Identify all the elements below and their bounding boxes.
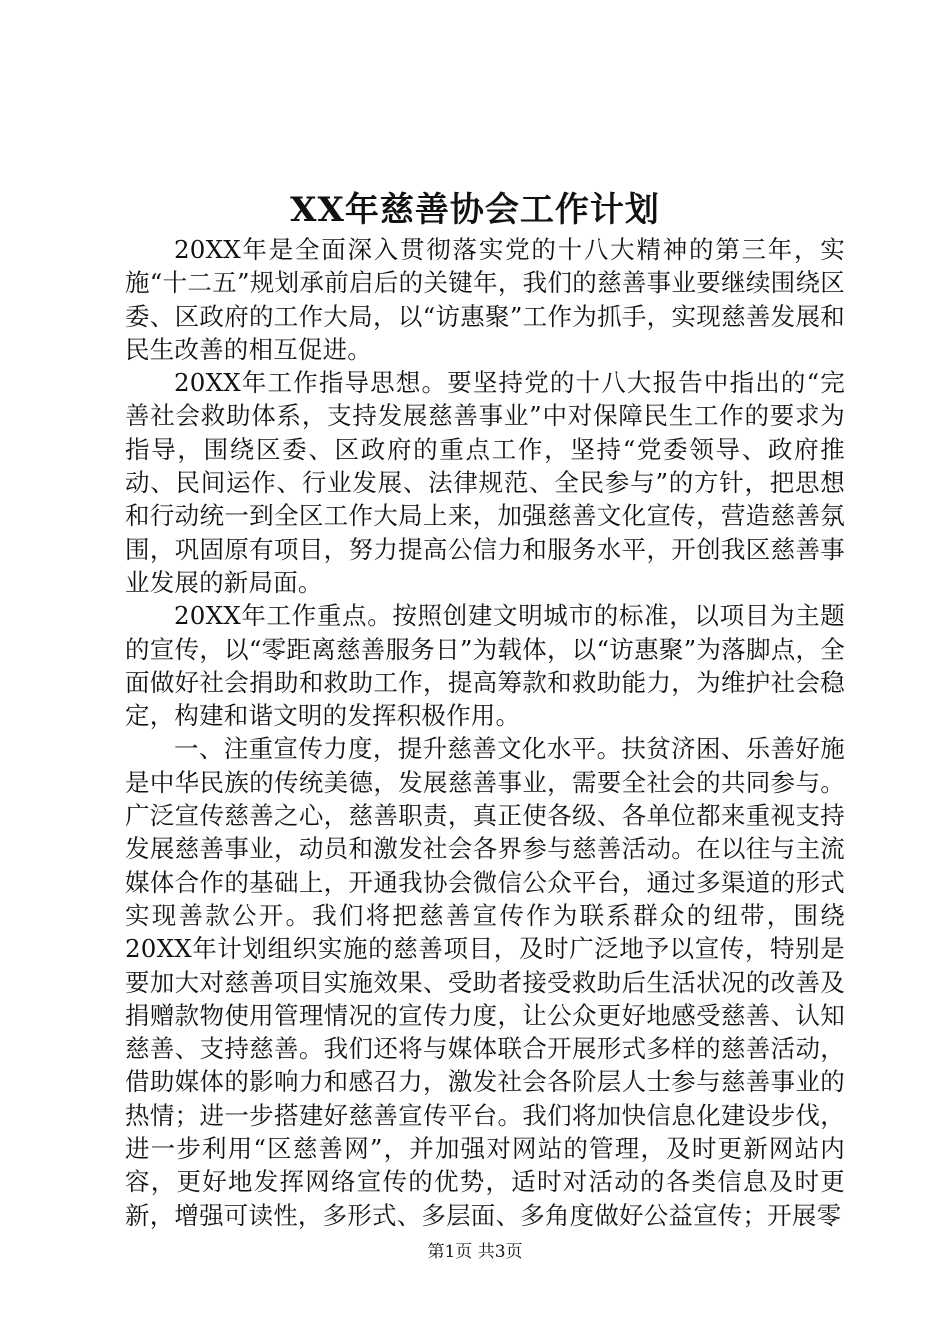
- page-footer: 第1页 共3页: [427, 1242, 523, 1262]
- paragraph-intro: 20XX年是全面深入贯彻落实党的十八大精神的第三年，实施“十二五”规划承前启后的关键年，我们的慈善事业要继续围绕区委、区政府的工作大局，以“访惠聚”工作为抓手，实现慈善发展和民生改善的相互促进。: [125, 235, 845, 364]
- paragraph-work-focus: 20XX年工作重点。按照创建文明城市的标准，以项目为主题的宣传，以“零距离慈善服务日”为载体，以“访惠聚”为落脚点，全面做好社会捐助和救助工作，提高筹款和救助能力，为维护社会稳定，构建和谐文明的发挥积极作用。: [125, 601, 845, 731]
- document-title: XX年慈善协会工作计划: [290, 190, 660, 230]
- paragraph-guiding-thought: 20XX年工作指导思想。要坚持党的十八大报告中指出的“完善社会救助体系，支持发展慈善事业”中对保障民生工作的要求为指导，围绕区委、区政府的重点工作，坚持“党委领导、政府推动、民间运作、行业发展、法律规范、全民参与”的方针，把思想和行动统一到全区工作大局上来，加强慈善文化宣传，营造慈善氛围，巩固原有项目，努力提高公信力和服务水平，开创我区慈善事业发展的新局面。: [125, 368, 845, 597]
- document-body: [125, 233, 845, 1232]
- paragraph-publicity: 一、注重宣传力度，提升慈善文化水平。扶贫济困、乐善好施是中华民族的传统美德，发展慈善事业，需要全社会的共同参与。广泛宣传慈善之心，慈善职责，真正使各级、各单位都来重视支持发展慈善事业，动员和激发社会各界参与慈善活动。在以往与主流媒体合作的基础上，开通我协会微信公众平台，通过多渠道的形式实现善款公开。我们将把慈善宣传作为联系群众的纽带，围绕20XX年计划组织实施的慈善项目，及时广泛地予以宣传，特别是要加大对慈善项目实施效果、受助者接受救助后生活状况的改善及捐赠款物使用管理情况的宣传力度，让公众更好地感受慈善、认知慈善、支持慈善。我们还将与媒体联合开展形式多样的慈善活动，借助媒体的影响力和感召力，激发社会各阶层人士参与慈善事业的热情；进一步搭建好慈善宣传平台。我们将加快信息化建设步伐，进一步利用“区慈善网”，并加强对网站的管理，及时更新网站内容，更好地发挥网络宣传的优势，适时对活动的各类信息及时更新，增强可读性，多形式、多层面、多角度做好公益宣传；开展零: [125, 734, 845, 1230]
